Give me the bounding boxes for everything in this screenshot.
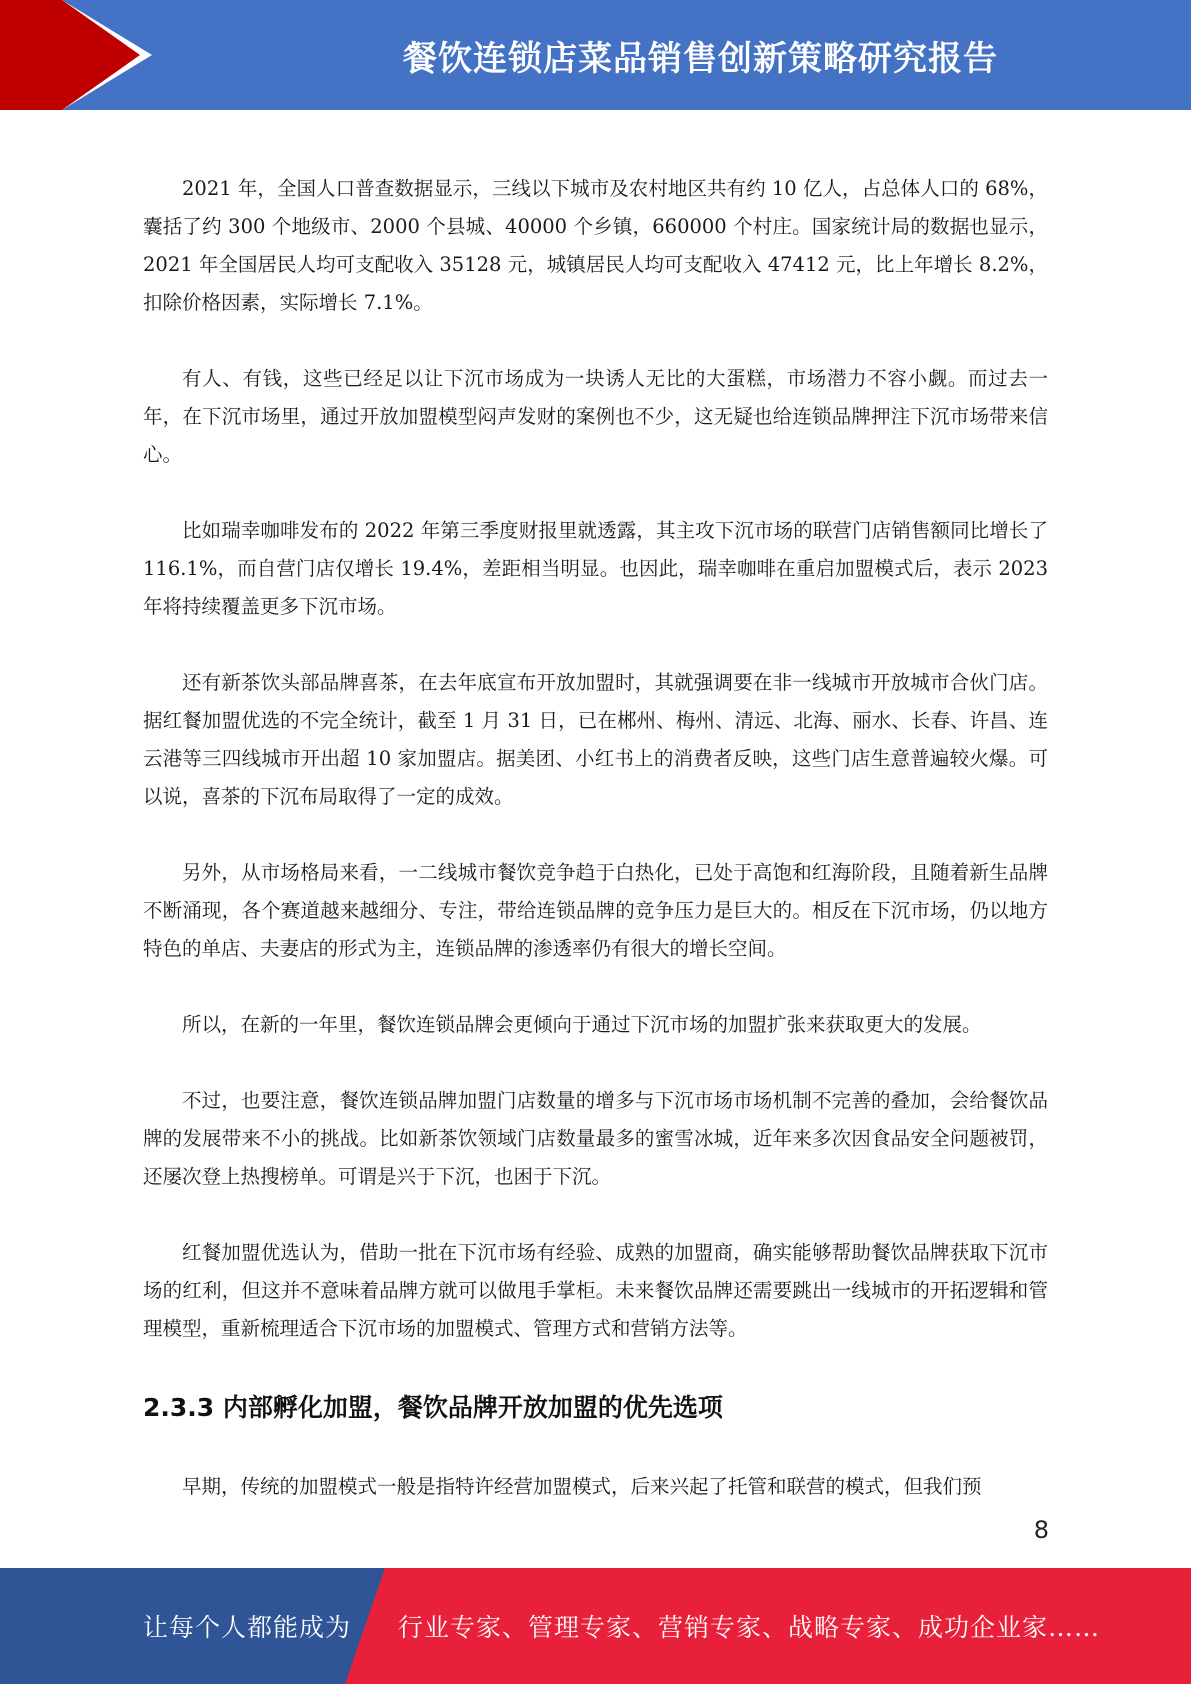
section-first-paragraph: 早期，传统的加盟模式一般是指特许经营加盟模式，后来兴起了托管和联营的模式，但我们预	[182, 1475, 982, 1498]
page-footer	[0, 1568, 1191, 1684]
paragraph-4: 还有新茶饮头部品牌喜茶，在去年底宣布开放加盟时，其就强调要在非一线城市开放城市合伙门店。据红餐加盟优选的不完全统计，截至 1 月 31 日，已在郴州、梅州、清远、北海、丽水、长春、许昌、连云港等三四线城市开出超 10 家加盟店。据美团、小红书上的消费者反映，这些门店生意普遍较火爆。可以说，喜茶的下沉布局取得了一定的成效。	[143, 671, 1048, 808]
paragraph-5: 另外，从市场格局来看，一二线城市餐饮竞争趋于白热化，已处于高饱和红海阶段，且随着新生品牌不断涌现，各个赛道越来越细分、专注，带给连锁品牌的竞争压力是巨大的。相反在下沉市场，仍以地方特色的单店、夫妻店的形式为主，连锁品牌的渗透率仍有很大的增长空间。	[143, 861, 1048, 960]
paragraph-2: 有人、有钱，这些已经足以让下沉市场成为一块诱人无比的大蛋糕，市场潜力不容小觑。而过去一年，在下沉市场里，通过开放加盟模型闷声发财的案例也不少，这无疑也给连锁品牌押注下沉市场带来信心。	[143, 367, 1048, 466]
page-number: 8	[1033, 1516, 1049, 1544]
document-title: 餐饮连锁店菜品销售创新策略研究报告	[403, 38, 998, 79]
section-heading: 2.3.3 内部孵化加盟，餐饮品牌开放加盟的优先选项	[143, 1393, 723, 1422]
paragraph-3: 比如瑞幸咖啡发布的 2022 年第三季度财报里就透露，其主攻下沉市场的联营门店销售额同比增长了 116.1%，而自营门店仅增长 19.4%，差距相当明显。也因此，瑞幸咖啡在重启加盟模式后，表示 2023 年将持续覆盖更多下沉市场。	[143, 519, 1048, 618]
paragraph-1: 2021 年，全国人口普查数据显示，三线以下城市及农村地区共有约 10 亿人，占总体人口的 68%，囊括了约 300 个地级市、2000 个县城、40000 个乡镇，660000 个村庄。国家统计局的数据也显示，2021 年全国居民人均可支配收入 35128 元，城镇居民人均可支配收入 47412 元，比上年增长 8.2%，扣除价格因素，实际增长 7.1%。	[143, 177, 1048, 314]
paragraph-8: 红餐加盟优选认为，借助一批在下沉市场有经验、成熟的加盟商，确实能够帮助餐饮品牌获取下沉市场的红利，但这并不意味着品牌方就可以做甩手掌柜。未来餐饮品牌还需要跳出一线城市的开拓逻辑和管理模型，重新梳理适合下沉市场的加盟模式、管理方式和营销方法等。	[143, 1241, 1048, 1340]
footer-slogan-right: 行业专家、管理专家、营销专家、战略专家、成功企业家……	[398, 1613, 1101, 1642]
paragraph-7: 不过，也要注意，餐饮连锁品牌加盟门店数量的增多与下沉市场市场机制不完善的叠加，会给餐饮品牌的发展带来不小的挑战。比如新茶饮领域门店数量最多的蜜雪冰城，近年来多次因食品安全问题被罚，还屡次登上热搜榜单。可谓是兴于下沉，也困于下沉。	[143, 1089, 1048, 1188]
page-header	[0, 0, 1191, 110]
footer-slogan-left: 让每个人都能成为	[143, 1613, 352, 1642]
page-body	[143, 170, 1048, 1544]
paragraph-6: 所以，在新的一年里，餐饮连锁品牌会更倾向于通过下沉市场的加盟扩张来获取更大的发展。	[182, 1013, 982, 1036]
